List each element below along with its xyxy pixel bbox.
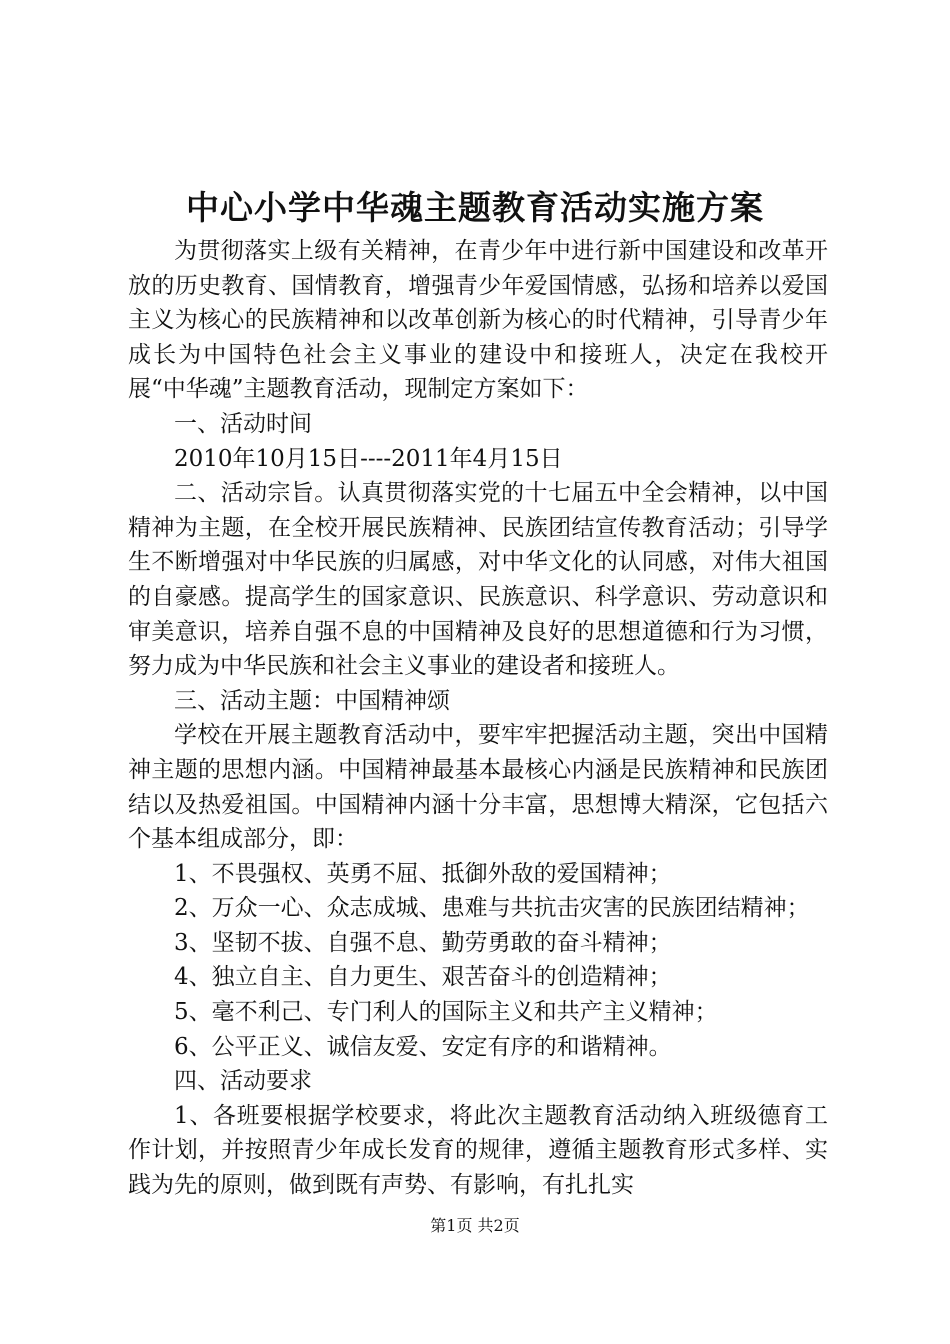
- document-body: [128, 234, 828, 1203]
- spirit-list-item: 3、坚韧不拔、自强不息、勤劳勇敢的奋斗精神；: [174, 929, 672, 956]
- section-heading-time: 一、活动时间: [174, 410, 312, 437]
- section-purpose-paragraph: 二、活动宗旨。认真贯彻落实党的十七届五中全会精神，以中国精神为主题，在全校开展民族精神、民族团结宣传教育活动；引导学生不断增强对中华民族的归属感，对中华文化的认同感，对伟大祖国的自豪感。提高学生的国家意识、民族意识、科学意识、劳动意识和审美意识，培养自强不息的中国精神及良好的思想道德和行为习惯，努力成为中华民族和社会主义事业的建设者和接班人。: [128, 480, 828, 680]
- intro-paragraph: 为贯彻落实上级有关精神，在青少年中进行新中国建设和改革开放的历史教育、国情教育，增强青少年爱国情感，弘扬和培养以爱国主义为核心的民族精神和以改革创新为核心的时代精神，引导青少年成长为中国特色社会主义事业的建设中和接班人，决定在我校开展“中华魂”主题教育活动，现制定方案如下：: [128, 238, 828, 403]
- requirements-paragraph: 1、各班要根据学校要求，将此次主题教育活动纳入班级德育工作计划，并按照青少年成长发育的规律，遵循主题教育形式多样、实践为先的原则，做到既有声势、有影响，有扎扎实: [128, 1102, 828, 1199]
- spirit-list-item: 6、公平正义、诚信友爱、安定有序的和谐精神。: [174, 1033, 672, 1060]
- activity-date-range: 2010年10月15日----2011年4月15日: [174, 445, 563, 472]
- theme-paragraph: 学校在开展主题教育活动中，要牢牢把握活动主题，突出中国精神主题的思想内涵。中国精神最基本最核心内涵是民族精神和民族团结以及热爱祖国。中国精神内涵十分丰富，思想博大精深，它包括六个基本组成部分，即：: [128, 722, 828, 853]
- spirit-list-item: 2、万众一心、众志成城、患难与共抗击灾害的民族团结精神；: [174, 895, 810, 922]
- spirit-list-item: 5、毫不利己、专门利人的国际主义和共产主义精神；: [174, 999, 718, 1026]
- document-title: 中心小学中华魂主题教育活动实施方案: [186, 188, 764, 227]
- section-heading-requirements: 四、活动要求: [174, 1068, 312, 1095]
- page-footer: 第1页 共2页: [430, 1216, 520, 1235]
- spirit-list-item: 1、不畏强权、英勇不屈、抵御外敌的爱国精神；: [174, 860, 672, 887]
- section-heading-theme: 三、活动主题：中国精神颂: [174, 687, 450, 714]
- spirit-list-item: 4、独立自主、自力更生、艰苦奋斗的创造精神；: [174, 964, 672, 991]
